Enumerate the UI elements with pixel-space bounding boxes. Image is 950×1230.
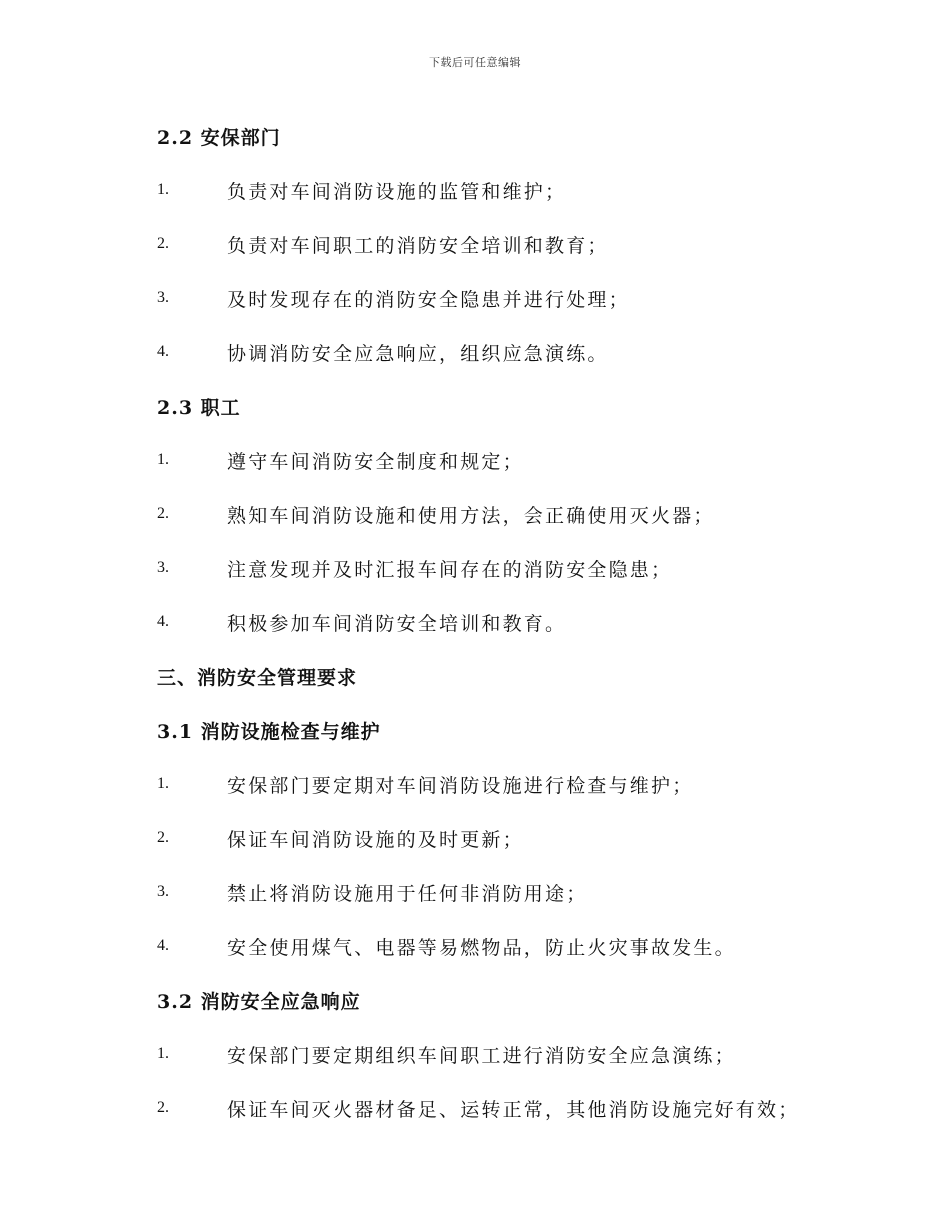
- list-item: [157, 541, 857, 595]
- section-heading: 3.2 消防安全应急响应: [157, 990, 361, 1013]
- list-item-number: 2.: [157, 505, 169, 522]
- list-item-text: 负责对车间消防设施的监管和维护；: [227, 180, 567, 203]
- list-item-number: 4.: [157, 937, 169, 954]
- section-heading: 3.1 消防设施检查与维护: [157, 720, 381, 743]
- chapter-heading: 三、消防安全管理要求: [157, 666, 358, 689]
- list-item-text: 负责对车间职工的消防安全培训和教育；: [227, 234, 609, 257]
- section-heading: 2.3 职工: [157, 396, 241, 419]
- list-item: [157, 865, 857, 919]
- list-item-text: 协调消防安全应急响应，组织应急演练。: [227, 342, 609, 365]
- list-item-number: 4.: [157, 613, 169, 630]
- list-item-number: 2.: [157, 1099, 169, 1116]
- list-item: [157, 1081, 857, 1135]
- list-item: [157, 487, 857, 541]
- list-item-text: 禁止将消防设施用于任何非消防用途；: [227, 882, 588, 905]
- list-item-text: 遵守车间消防安全制度和规定；: [227, 450, 524, 473]
- list-item-number: 1.: [157, 1045, 169, 1062]
- list-item: [157, 163, 857, 217]
- list-item-text: 及时发现存在的消防安全隐患并进行处理；: [227, 288, 630, 311]
- list-item-text: 积极参加车间消防安全培训和教育。: [227, 612, 567, 635]
- list-item: [157, 811, 857, 865]
- section-heading: 2.2 安保部门: [157, 126, 281, 149]
- list-item-number: 3.: [157, 289, 169, 306]
- list-item-number: 3.: [157, 883, 169, 900]
- list-item-text: 保证车间消防设施的及时更新；: [227, 828, 524, 851]
- list-item-number: 1.: [157, 181, 169, 198]
- list-item-text: 安保部门要定期组织车间职工进行消防安全应急演练；: [227, 1044, 736, 1067]
- list-item-text: 熟知车间消防设施和使用方法，会正确使用灭火器；: [227, 504, 715, 527]
- list-item: [157, 217, 857, 271]
- list-item-number: 2.: [157, 829, 169, 846]
- list-item-text: 注意发现并及时汇报车间存在的消防安全隐患；: [227, 558, 673, 581]
- list-item: [157, 1027, 857, 1081]
- list-item-text: 安保部门要定期对车间消防设施进行检查与维护；: [227, 774, 694, 797]
- page-header-note: 下载后可任意编辑: [429, 56, 521, 69]
- list-item-number: 1.: [157, 775, 169, 792]
- list-item: [157, 433, 857, 487]
- list-item-number: 4.: [157, 343, 169, 360]
- list-item-number: 2.: [157, 235, 169, 252]
- list-item-text: 保证车间灭火器材备足、运转正常，其他消防设施完好有效；: [227, 1098, 800, 1121]
- list-item-number: 1.: [157, 451, 169, 468]
- list-item: [157, 325, 857, 379]
- list-item-number: 3.: [157, 559, 169, 576]
- list-item: [157, 271, 857, 325]
- list-item-text: 安全使用煤气、电器等易燃物品，防止火灾事故发生。: [227, 936, 736, 959]
- list-item: [157, 919, 857, 973]
- list-item: [157, 595, 857, 649]
- list-item: [157, 757, 857, 811]
- document-body: [157, 109, 857, 1135]
